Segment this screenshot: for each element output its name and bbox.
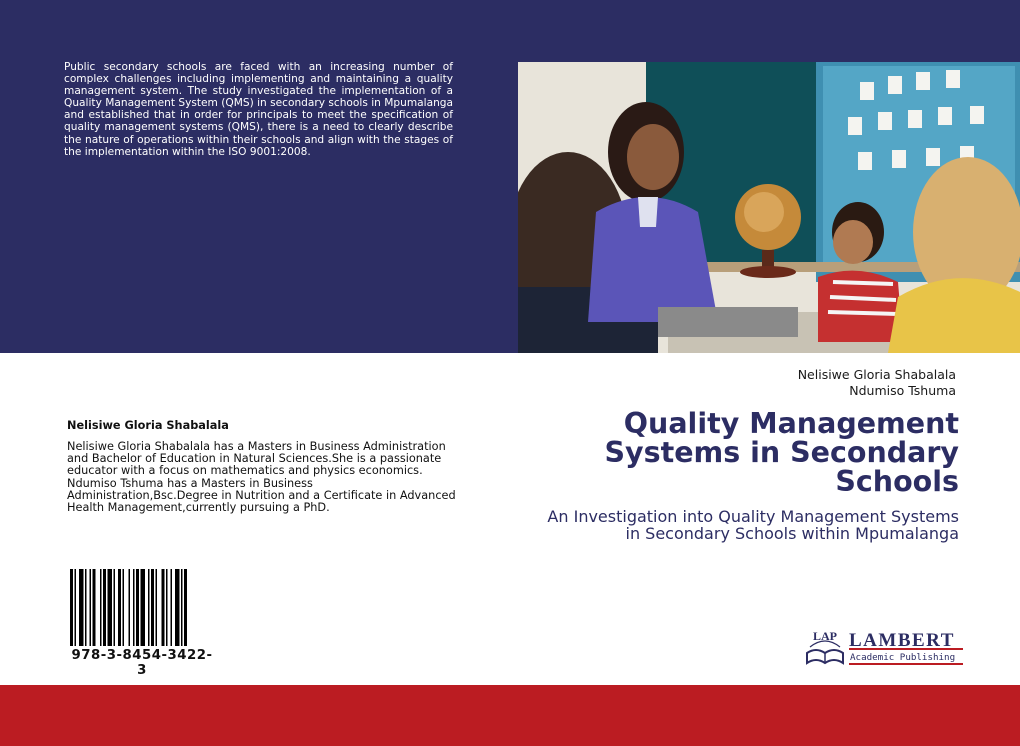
subtitle-line: in Secondary Schools within Mpumalanga <box>625 523 959 543</box>
author-bio-text: Nelisiwe Gloria Shabalala has a Masters in Business Administration and Bachelor of Education in Natural Sciences.She is a passionate educator with a focus on mathematics and physics economics. Ndumiso Tshuma has a Masters in Business Administration,Bsc.Degree in Nutrition and a Certificate in Advanced Health Management,currently pursuing a PhD. <box>67 440 456 515</box>
author-list <box>798 367 956 399</box>
author-name: Ndumiso Tshuma <box>849 383 956 398</box>
book-subtitle <box>499 509 959 542</box>
author-bio-heading: Nelisiwe Gloria Shabalala <box>67 419 229 432</box>
publisher-tagline: Academic Publishing <box>850 652 956 663</box>
book-title <box>539 409 959 496</box>
publisher-logo <box>804 627 966 667</box>
title-line: Systems in Secondary <box>604 436 959 469</box>
cover-photo <box>518 62 1020 353</box>
book-icon <box>807 641 843 663</box>
barcode <box>70 569 214 646</box>
isbn-number: 978-3-8454-3422-3 <box>71 648 213 678</box>
title-line: Schools <box>835 465 959 498</box>
author-name: Nelisiwe Gloria Shabalala <box>797 367 956 382</box>
title-line: Quality Management <box>623 407 959 440</box>
subtitle-line: An Investigation into Quality Management Systems <box>547 507 959 526</box>
back-cover-blurb: Public secondary schools are faced with an increasing number of complex challenges including implementing and maintaining a quality management system. The study investigated the implementation of a Quality Management System (QMS) in secondary schools in Mpumalanga and established that in order for principals to meet the specification of quality management systems (QMS), there is a need to clearly describe the nature of operations within their schools and align with the stages of the implementation within the ISO 9001:2008. <box>64 61 454 158</box>
publisher-logo-mark: LAP <box>813 629 837 643</box>
bottom-red-band <box>0 685 1020 746</box>
publisher-name: LAMBERT <box>849 630 955 651</box>
